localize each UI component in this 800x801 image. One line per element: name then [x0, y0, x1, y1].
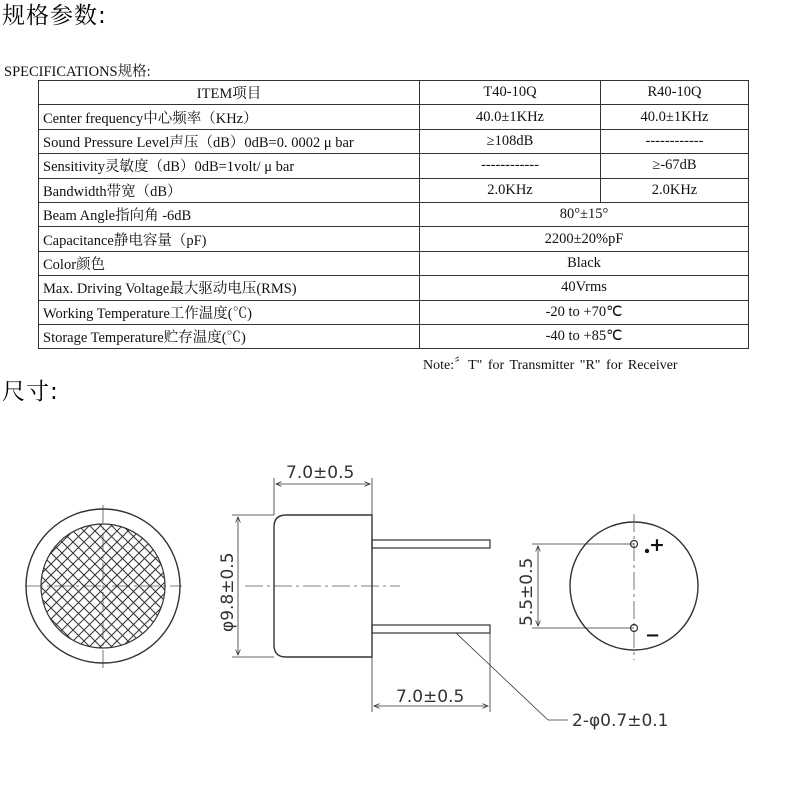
back-view: [517, 514, 698, 660]
spec-common-value: 40Vrms: [420, 276, 749, 300]
spec-transmitter-value: 2.0KHz: [420, 178, 601, 202]
spec-item-label: Color颜色: [39, 251, 420, 275]
spec-item-label: Sound Pressure Level声压（dB）0dB=0. 0002 μ bar: [39, 129, 420, 153]
pin-bottom: [372, 625, 490, 633]
spec-item-label: Bandwidth带宽（dB）: [39, 178, 420, 202]
dim-pin-length: 7.0±0.5: [396, 687, 465, 707]
spec-item-label: Working Temperature工作温度(℃): [39, 300, 420, 324]
spec-receiver-value: ≥-67dB: [601, 154, 749, 178]
pin-top: [372, 540, 490, 548]
specs-heading: 规格参数:: [2, 3, 107, 29]
specs-subtitle: SPECIFICATIONS规格:: [4, 64, 151, 80]
spec-item-label: Beam Angle指向角 -6dB: [39, 202, 420, 226]
front-view: [0, 505, 318, 668]
header-transmitter: T40-10Q: [420, 81, 601, 105]
spec-common-value: 80°±15°: [420, 202, 749, 226]
header-item: ITEM项目: [39, 81, 420, 105]
spec-receiver-value: 2.0KHz: [601, 178, 749, 202]
spec-transmitter-value: ≥108dB: [420, 129, 601, 153]
spec-transmitter-value: ------------: [420, 154, 601, 178]
spec-receiver-value: ------------: [601, 129, 749, 153]
spec-receiver-value: 40.0±1KHz: [601, 105, 749, 129]
dim-body-width: 7.0±0.5: [286, 463, 355, 483]
spec-common-value: -40 to +85℃: [420, 324, 749, 348]
side-view: [218, 463, 668, 731]
table-note: Note:〞T" for Transmitter "R" for Receiver: [423, 358, 678, 373]
spec-item-label: Sensitivity灵敏度（dB）0dB=1volt/ μ bar: [39, 154, 420, 178]
dim-pin-spacing: 5.5±0.5: [517, 557, 537, 626]
spec-item-label: Max. Driving Voltage最大驱动电压(RMS): [39, 276, 420, 300]
spec-common-value: 2200±20%pF: [420, 227, 749, 251]
spec-common-value: Black: [420, 251, 749, 275]
spec-transmitter-value: 40.0±1KHz: [420, 105, 601, 129]
spec-item-label: Center frequency中心频率（KHz）: [39, 105, 420, 129]
spec-item-label: Storage Temperature贮存温度(℃): [39, 324, 420, 348]
dim-pin-diameter: 2-φ0.7±0.1: [572, 711, 669, 731]
spec-item-label: Capacitance静电容量（pF): [39, 227, 420, 251]
minus-sign: −: [645, 625, 661, 646]
plus-sign: +: [649, 534, 665, 556]
dim-diameter: φ9.8±0.5: [218, 552, 238, 632]
header-receiver: R40-10Q: [601, 81, 749, 105]
dimensions-heading: 尺寸:: [2, 379, 59, 405]
spec-common-value: -20 to +70℃: [420, 300, 749, 324]
